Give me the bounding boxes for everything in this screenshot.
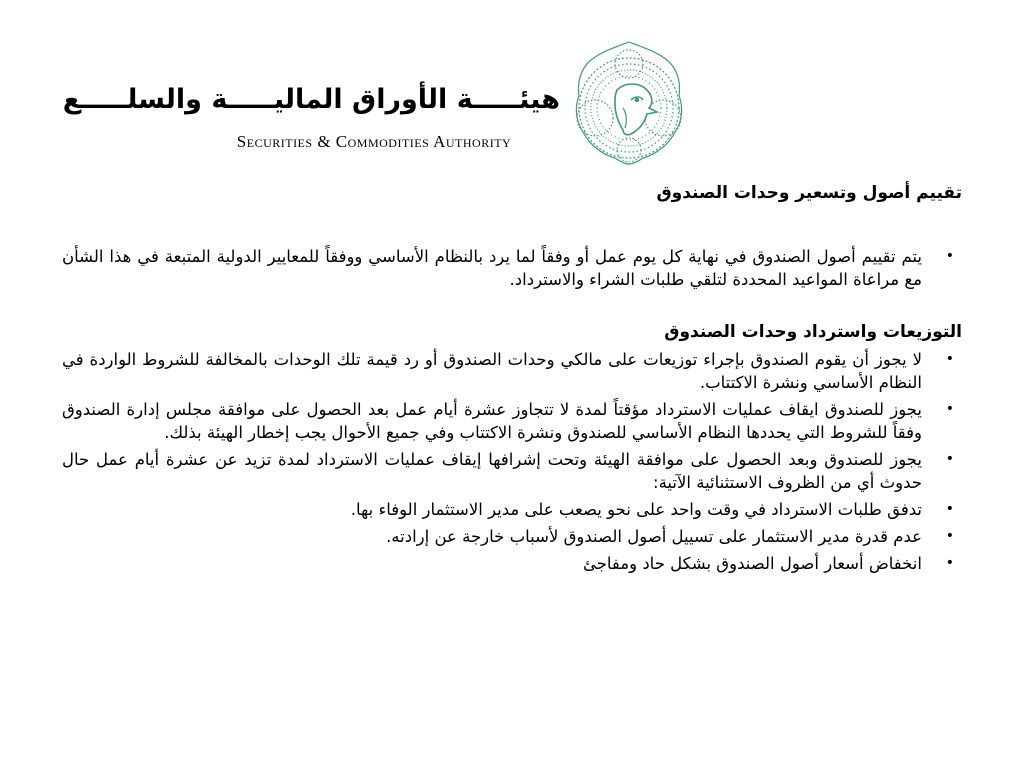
list-item — [62, 498, 962, 521]
list-item — [62, 348, 962, 394]
bullet-icon: • — [945, 451, 954, 467]
list-item-text: لا يجوز أن يقوم الصندوق بإجراء توزيعات على مالكي وحدات الصندوق أو رد قيمة تلك الوحدات بالمخالفة للشروط الواردة في النظام الأساسي ونشرة الاكتتاب. — [62, 350, 922, 392]
section-heading-valuation: تقييم أصول وتسعير وحدات الصندوق — [656, 183, 962, 203]
bullet-icon: • — [945, 401, 954, 417]
organization-name-arabic: هيئـــــة الأوراق الماليـــــة والسلـــــع — [62, 84, 560, 115]
list-item-text: انخفاض أسعار أصول الصندوق بشكل حاد ومفاجئ — [582, 554, 922, 573]
list-item-text: يجوز للصندوق وبعد الحصول على موافقة الهيئة وتحت إشرافها إيقاف عمليات الاسترداد لمدة تزيد عن عشرة أيام عمل حال حدوث أي من الظروف الاستثنائية الآتية: — [62, 450, 922, 492]
distributions-bullet-list — [62, 348, 962, 575]
bullet-icon: • — [945, 528, 954, 544]
list-item-text: يجوز للصندوق ايقاف عمليات الاسترداد مؤقتاً لمدة لا تتجاوز عشرة أيام عمل بعد الحصول على موافقة مجلس إدارة الصندوق وفقاً للشروط التي يحددها النظام الأساسي للصندوق ونشرة الاكتتاب وفي جميع الأحوال يجب إخطار الهيئة بذلك. — [62, 400, 922, 442]
list-item — [62, 448, 962, 494]
bullet-icon: • — [945, 351, 954, 367]
organization-name-english: Securities & Commodities Authority — [236, 132, 512, 151]
list-item — [62, 398, 962, 444]
list-item — [62, 525, 962, 548]
valuation-bullet-list — [62, 245, 962, 291]
list-item — [62, 552, 962, 575]
section-heading-distributions: التوزيعات واسترداد وحدات الصندوق — [664, 322, 962, 342]
falcon-emblem-icon — [573, 38, 685, 168]
bullet-icon: • — [945, 555, 954, 571]
bullet-icon: • — [945, 248, 954, 264]
bullet-icon: • — [945, 501, 954, 517]
list-item — [62, 245, 962, 291]
list-item-text: تدفق طلبات الاسترداد في وقت واحد على نحو يصعب على مدير الاستثمار الوفاء بها. — [350, 500, 922, 519]
slide-content — [62, 178, 962, 579]
header — [62, 38, 680, 168]
list-item-text: عدم قدرة مدير الاستثمار على تسييل أصول الصندوق لأسباب خارجة عن إرادته. — [386, 527, 922, 546]
list-item-text: يتم تقييم أصول الصندوق في نهاية كل يوم عمل أو وفقاً لما يرد بالنظام الأساسي ووفقاً للمعايير الدولية المتبعة في هذا الشأن مع مراعاة المواعيد المحددة لتلقي طلبات الشراء والاسترداد. — [62, 247, 922, 289]
